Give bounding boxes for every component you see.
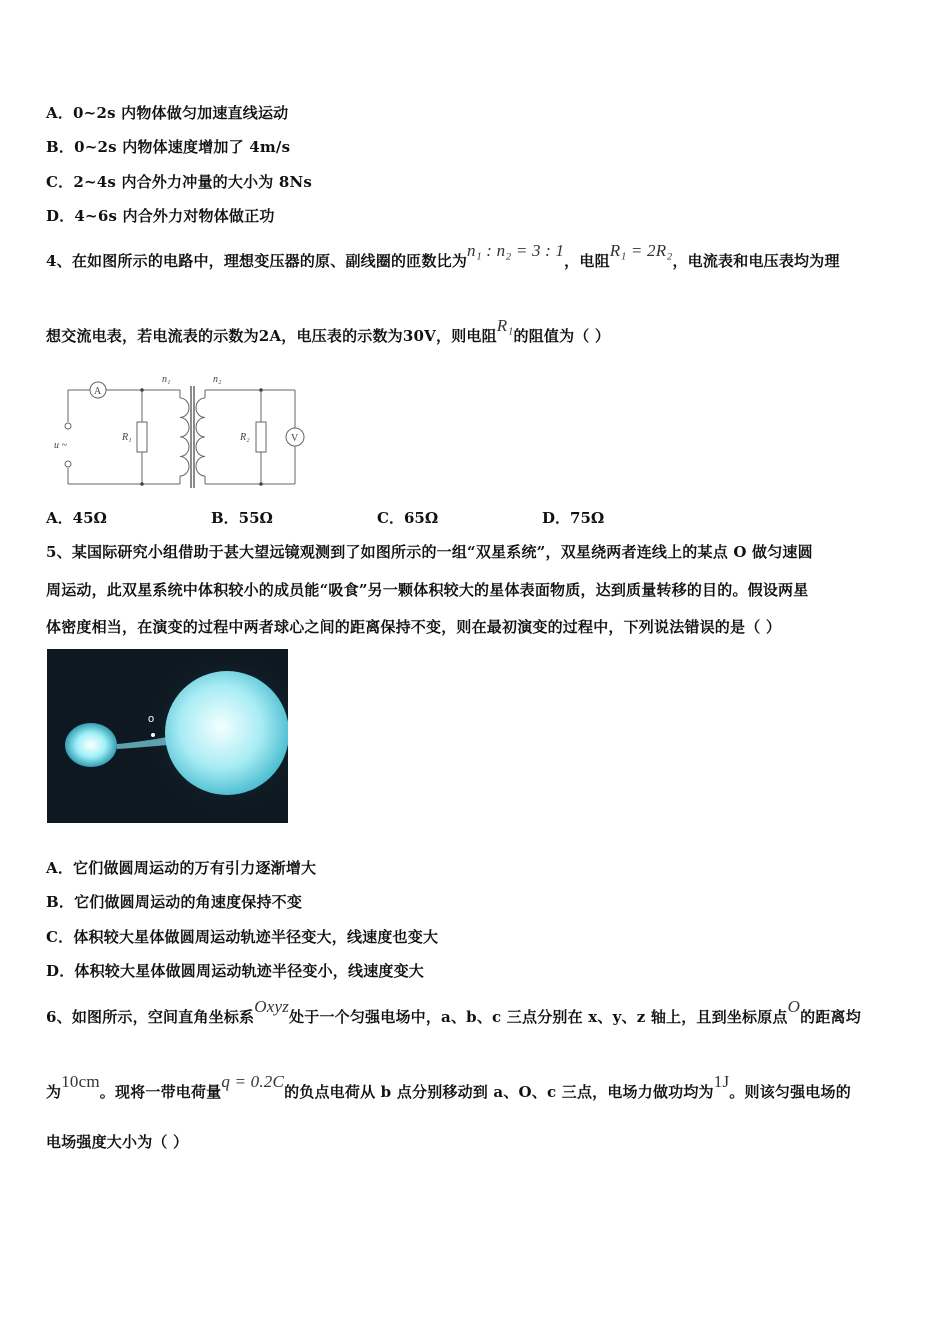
q6-text-3: 的距离均 bbox=[800, 1008, 861, 1026]
q4-text-3: ，电流表和电压表均为理 bbox=[672, 252, 840, 270]
q6-stem-line1 bbox=[46, 997, 861, 1027]
q4-text-5: 的阻值为（ ） bbox=[513, 327, 611, 345]
q4-resistance-relation: R₁ = 2R₂ bbox=[609, 241, 673, 260]
q4-stem-line1 bbox=[46, 241, 840, 271]
q4-r1-symbol: R₁ bbox=[496, 316, 514, 335]
q6-origin-symbol: O bbox=[787, 997, 801, 1016]
q6-text-5: 。现将一带电荷量 bbox=[99, 1083, 222, 1101]
primary-coil-label: n₁ bbox=[162, 374, 171, 385]
q6-charge: q = 0.2C bbox=[221, 1072, 285, 1091]
q4-text-1: 4、在如图所示的电路中，理想变压器的原、副线圈的匝数比为 bbox=[46, 252, 468, 270]
q3-option-a: A．0~2s 内物体做匀加速直线运动 bbox=[46, 104, 289, 122]
voltmeter-label: V bbox=[291, 433, 299, 444]
q6-text-2: 处于一个匀强电场中，a、b、c 三点分别在 x、y、z 轴上，且到坐标原点 bbox=[289, 1008, 788, 1026]
q3-option-b: B．0~2s 内物体速度增加了 4m/s bbox=[46, 138, 291, 156]
q5-option-b: B．它们做圆周运动的角速度保持不变 bbox=[46, 893, 303, 911]
resistor-r1-label: R₁ bbox=[122, 432, 132, 443]
q4-option-a: A．45Ω bbox=[46, 509, 107, 527]
transformer-circuit-diagram bbox=[50, 372, 310, 494]
q6-stem-line3: 电场强度大小为（ ） bbox=[46, 1133, 189, 1151]
q6-work: 1J bbox=[713, 1072, 730, 1091]
q5-stem-line3: 体密度相当，在演变的过程中两者球心之间的距离保持不变，则在最初演变的过程中，下列说法错误的是（ ） bbox=[46, 618, 782, 636]
q6-text-4: 为 bbox=[46, 1083, 62, 1101]
q4-text-2: ，电阻 bbox=[564, 252, 610, 270]
q3-option-d: D．4~6s 内合外力对物体做正功 bbox=[46, 207, 275, 225]
q6-text-7: 。则该匀强电场的 bbox=[729, 1083, 851, 1101]
q6-distance: 10cm bbox=[61, 1072, 100, 1091]
q6-stem-line2 bbox=[46, 1072, 851, 1102]
source-voltage-label: u ~ bbox=[54, 440, 67, 451]
q5-option-d: D．体积较大星体做圆周运动轨迹半径变小，线速度变大 bbox=[46, 962, 425, 980]
q6-text-1: 6、如图所示，空间直角坐标系 bbox=[46, 1008, 255, 1026]
binary-star-image bbox=[47, 649, 288, 823]
q4-option-b: B．55Ω bbox=[211, 509, 273, 527]
q4-option-c: C．65Ω bbox=[377, 509, 439, 527]
q5-stem-line1: 5、某国际研究小组借助于甚大望远镜观测到了如图所示的一组“双星系统”，双星绕两者连线上的某点 O 做匀速圆 bbox=[46, 543, 813, 561]
q6-coordinate-system: Oxyz bbox=[254, 997, 290, 1016]
resistor-r2-label: R₂ bbox=[240, 432, 250, 443]
q4-turns-ratio: n₁ : n₂ = 3 : 1 bbox=[467, 241, 565, 260]
q3-option-c: C．2~4s 内合外力冲量的大小为 8Ns bbox=[46, 173, 313, 191]
q4-stem-line2 bbox=[46, 316, 611, 346]
ammeter-label: A bbox=[94, 386, 102, 397]
q4-text-4: 想交流电表，若电流表的示数为2A，电压表的示数为30V，则电阻 bbox=[46, 327, 497, 345]
secondary-coil-label: n₂ bbox=[213, 374, 222, 385]
binary-star-center-label: o bbox=[148, 713, 155, 725]
q5-stem-line2: 周运动，此双星系统中体积较小的成员能“吸食”另一颗体积较大的星体表面物质，达到质量转移的目的。假设两星 bbox=[46, 581, 809, 599]
q5-option-a: A．它们做圆周运动的万有引力逐渐增大 bbox=[46, 859, 317, 877]
q5-option-c: C．体积较大星体做圆周运动轨迹半径变大，线速度也变大 bbox=[46, 928, 439, 946]
q4-option-d: D．75Ω bbox=[542, 509, 605, 527]
q6-text-6: 的负点电荷从 b 点分别移动到 a、O、c 三点，电场力做功均为 bbox=[284, 1083, 714, 1101]
